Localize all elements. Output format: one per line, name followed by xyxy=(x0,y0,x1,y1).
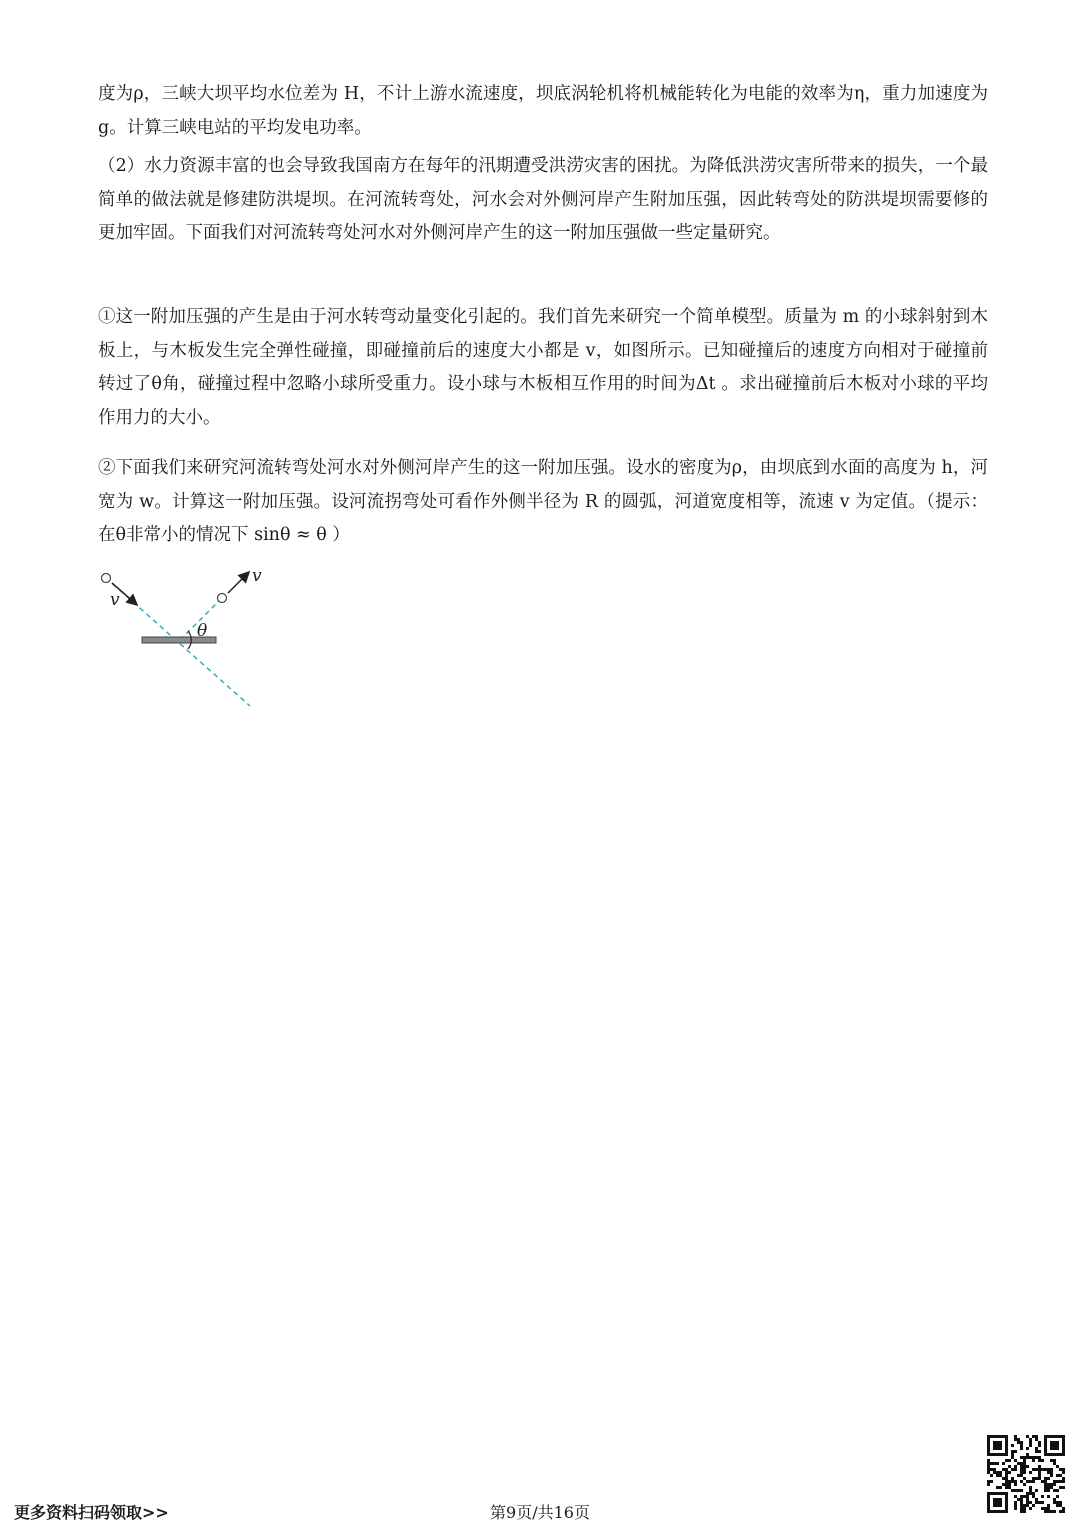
qr-module xyxy=(1005,1483,1008,1486)
qr-module xyxy=(996,1462,999,1465)
qr-module xyxy=(1005,1486,1008,1489)
collision-diagram-svg xyxy=(92,560,272,710)
qr-module xyxy=(1041,1468,1044,1471)
qr-module xyxy=(993,1471,996,1474)
qr-module xyxy=(1017,1438,1020,1441)
qr-module xyxy=(1020,1489,1023,1492)
qr-module xyxy=(993,1468,996,1471)
qr-module xyxy=(1020,1447,1023,1450)
qr-module xyxy=(1038,1468,1041,1471)
qr-module xyxy=(1023,1459,1026,1462)
page-number: 第9页/共16页 xyxy=(490,1503,590,1522)
outgoing-velocity-label: v xyxy=(252,566,262,586)
qr-module xyxy=(1005,1480,1008,1483)
qr-module xyxy=(1011,1468,1014,1471)
qr-module xyxy=(1053,1483,1056,1486)
qr-module xyxy=(1041,1480,1044,1483)
qr-module xyxy=(1050,1459,1053,1462)
qr-module xyxy=(1020,1462,1023,1465)
qr-module xyxy=(1038,1474,1041,1477)
qr-module xyxy=(1008,1471,1011,1474)
qr-module xyxy=(1020,1441,1023,1444)
qr-module xyxy=(1056,1480,1059,1483)
qr-module xyxy=(1002,1468,1005,1471)
qr-module xyxy=(1032,1435,1035,1438)
qr-module xyxy=(1062,1477,1065,1480)
qr-module xyxy=(1047,1483,1050,1486)
qr-module xyxy=(1062,1480,1065,1483)
qr-module xyxy=(1050,1471,1053,1474)
qr-module xyxy=(1035,1450,1038,1453)
qr-module xyxy=(1056,1474,1059,1477)
qr-module xyxy=(1035,1438,1038,1441)
qr-module xyxy=(1053,1489,1056,1492)
qr-module xyxy=(1023,1471,1026,1474)
qr-module xyxy=(1029,1492,1032,1495)
qr-module xyxy=(1023,1465,1026,1468)
qr-module xyxy=(1011,1477,1014,1480)
qr-module xyxy=(1008,1459,1011,1462)
qr-module xyxy=(990,1462,993,1465)
qr-module xyxy=(1035,1435,1038,1438)
qr-module xyxy=(1062,1486,1065,1489)
qr-module xyxy=(1056,1489,1059,1492)
qr-module xyxy=(1053,1462,1056,1465)
qr-module xyxy=(996,1474,999,1477)
qr-module xyxy=(1020,1480,1023,1483)
qr-module xyxy=(1020,1444,1023,1447)
qr-module xyxy=(1047,1486,1050,1489)
qr-module xyxy=(1026,1465,1029,1468)
qr-module xyxy=(1011,1480,1014,1483)
qr-module xyxy=(1032,1480,1035,1483)
qr-module xyxy=(1038,1450,1041,1453)
qr-module xyxy=(1002,1483,1005,1486)
qr-module xyxy=(1050,1468,1053,1471)
qr-module xyxy=(1017,1489,1020,1492)
qr-module xyxy=(1008,1465,1011,1468)
qr-module xyxy=(1047,1468,1050,1471)
qr-module xyxy=(987,1483,990,1486)
qr-module xyxy=(1023,1495,1026,1498)
qr-module xyxy=(1017,1441,1020,1444)
qr-finder-inner xyxy=(993,1441,1002,1450)
qr-module xyxy=(993,1462,996,1465)
qr-module xyxy=(1047,1495,1050,1498)
qr-module xyxy=(1044,1483,1047,1486)
ball-after-icon xyxy=(218,594,227,603)
qr-module xyxy=(1020,1465,1023,1468)
paragraph-question-2: （2）水力资源丰富的也会导致我国南方在每年的汛期遭受洪涝灾害的困扰。为降低洪涝灾害所带来的损失，一个最简单的做法就是修建防洪堤坝。在河流转弯处，河水会对外侧河岸产生附加压强，因此转弯处的防洪堤坝需要修的更加牢固。下面我们对河流转弯处河水对外侧河岸产生的这一附加压强做一些定量研究。 xyxy=(98,156,988,243)
qr-module xyxy=(1059,1480,1062,1483)
qr-module xyxy=(1023,1462,1026,1465)
qr-module xyxy=(1035,1489,1038,1492)
qr-module xyxy=(1029,1486,1032,1489)
qr-module xyxy=(1041,1495,1044,1498)
qr-module xyxy=(1026,1495,1029,1498)
qr-module xyxy=(1038,1444,1041,1447)
qr-module xyxy=(1038,1465,1041,1468)
qr-module xyxy=(1035,1468,1038,1471)
qr-module xyxy=(1011,1450,1014,1453)
qr-module xyxy=(1020,1471,1023,1474)
qr-module xyxy=(1026,1453,1029,1456)
qr-module xyxy=(1026,1492,1029,1495)
qr-module xyxy=(999,1471,1002,1474)
qr-module xyxy=(1023,1456,1026,1459)
qr-module xyxy=(1014,1450,1017,1453)
qr-module xyxy=(1005,1471,1008,1474)
qr-module xyxy=(1041,1459,1044,1462)
qr-module xyxy=(1029,1456,1032,1459)
qr-module xyxy=(1053,1480,1056,1483)
qr-module xyxy=(1020,1468,1023,1471)
qr-module xyxy=(990,1468,993,1471)
qr-module xyxy=(1023,1468,1026,1471)
ball-before-icon xyxy=(102,574,111,583)
qr-module xyxy=(1059,1486,1062,1489)
qr-module xyxy=(1023,1477,1026,1480)
collision-diagram xyxy=(92,560,272,714)
qr-module xyxy=(1014,1495,1017,1498)
qr-module xyxy=(1005,1477,1008,1480)
qr-module xyxy=(987,1471,990,1474)
qr-module xyxy=(1011,1444,1014,1447)
qr-module xyxy=(1020,1456,1023,1459)
qr-module xyxy=(1005,1459,1008,1462)
qr-module xyxy=(1035,1477,1038,1480)
qr-module xyxy=(1059,1468,1062,1471)
qr-module xyxy=(1032,1468,1035,1471)
qr-module xyxy=(1062,1471,1065,1474)
qr-module xyxy=(1038,1441,1041,1444)
qr-module xyxy=(1047,1471,1050,1474)
qr-module xyxy=(1044,1486,1047,1489)
qr-module xyxy=(1032,1459,1035,1462)
angle-theta-label: θ xyxy=(197,621,208,641)
qr-module xyxy=(1020,1474,1023,1477)
qr-module xyxy=(1014,1480,1017,1483)
qr-module xyxy=(1014,1465,1017,1468)
qr-module xyxy=(1053,1459,1056,1462)
qr-module xyxy=(1047,1489,1050,1492)
qr-module xyxy=(1014,1459,1017,1462)
qr-finder-inner xyxy=(1050,1441,1059,1450)
more-resources-link[interactable]: 更多资料扫码领取>> xyxy=(14,1503,169,1522)
qr-module xyxy=(1023,1483,1026,1486)
qr-module xyxy=(1026,1456,1029,1459)
qr-module xyxy=(1044,1480,1047,1483)
qr-module xyxy=(999,1474,1002,1477)
qr-module xyxy=(1014,1489,1017,1492)
qr-module xyxy=(987,1462,990,1465)
qr-module xyxy=(1047,1477,1050,1480)
qr-module xyxy=(1008,1483,1011,1486)
qr-module xyxy=(1038,1477,1041,1480)
qr-module xyxy=(1017,1474,1020,1477)
qr-module xyxy=(1050,1486,1053,1489)
qr-module xyxy=(1044,1489,1047,1492)
qr-module xyxy=(1032,1492,1035,1495)
qr-module xyxy=(1029,1471,1032,1474)
qr-module xyxy=(1035,1456,1038,1459)
paragraph-intro-continued: 度为ρ，三峡大坝平均水位差为 H，不计上游水流速度，坝底涡轮机将机械能转化为电能的效率为η，重力加速度为 g。计算三峡电站的平均发电功率。 xyxy=(98,84,988,138)
qr-module xyxy=(1011,1456,1014,1459)
qr-module xyxy=(1026,1447,1029,1450)
qr-module xyxy=(1008,1486,1011,1489)
qr-module xyxy=(1050,1483,1053,1486)
qr-module xyxy=(1035,1447,1038,1450)
qr-module xyxy=(1044,1477,1047,1480)
qr-module xyxy=(1038,1471,1041,1474)
outgoing-velocity-arrow xyxy=(228,573,248,593)
qr-module xyxy=(990,1480,993,1483)
qr-module xyxy=(1005,1468,1008,1471)
qr-module xyxy=(999,1486,1002,1489)
qr-module xyxy=(1038,1459,1041,1462)
qr-module xyxy=(987,1459,990,1462)
qr-module xyxy=(1002,1477,1005,1480)
qr-module xyxy=(1014,1468,1017,1471)
qr-module xyxy=(1011,1453,1014,1456)
qr-module xyxy=(1029,1441,1032,1444)
qr-module xyxy=(1014,1483,1017,1486)
qr-module xyxy=(1029,1438,1032,1441)
qr-module xyxy=(1056,1495,1059,1498)
qr-module xyxy=(1029,1489,1032,1492)
qr-module xyxy=(1032,1477,1035,1480)
incoming-velocity-label: v xyxy=(110,590,120,610)
qr-module xyxy=(1017,1462,1020,1465)
qr-module xyxy=(1008,1480,1011,1483)
qr-module xyxy=(1014,1438,1017,1441)
qr-module xyxy=(1029,1480,1032,1483)
paragraph-subquestion-1: ①这一附加压强的产生是由于河水转弯动量变化引起的。我们首先来研究一个简单模型。质量为 m 的小球斜射到木板上，与木板发生完全弹性碰撞，即碰撞前后的速度大小都是 v，如图所示。已知碰撞后的速度方向相对于碰撞前转过了θ角，碰撞过程中忽略小球所受重力。设小球与木板相互作用的时间为Δt 。求出碰撞前后木板对小球的平均作用力的大小。 xyxy=(98,307,988,428)
qr-module xyxy=(1059,1474,1062,1477)
qr-module xyxy=(996,1471,999,1474)
qr-module xyxy=(1005,1474,1008,1477)
paragraph-subquestion-2: ②下面我们来研究河流转弯处河水对外侧河岸产生的这一附加压强。设水的密度为ρ，由坝底到水面的高度为 h，河宽为 w。计算这一附加压强。设河流拐弯处可看作外侧半径为 R 的圆弧，河道宽度相等，流速 v 为定值。（提示：在θ非常小的情况下 sinθ ≈ θ ） xyxy=(98,458,988,545)
qr-module xyxy=(1026,1435,1029,1438)
qr-module xyxy=(1020,1495,1023,1498)
qr-module xyxy=(1032,1495,1035,1498)
qr-module xyxy=(996,1486,999,1489)
qr-module xyxy=(1026,1480,1029,1483)
qr-module xyxy=(987,1465,990,1468)
qr-module xyxy=(990,1474,993,1477)
qr-module xyxy=(1002,1462,1005,1465)
qr-module xyxy=(1056,1465,1059,1468)
qr-module xyxy=(1044,1468,1047,1471)
qr-module xyxy=(1062,1468,1065,1471)
qr-module xyxy=(1029,1444,1032,1447)
qr-module xyxy=(1011,1489,1014,1492)
qr-module xyxy=(1014,1435,1017,1438)
qr-module xyxy=(987,1468,990,1471)
qr-module xyxy=(1038,1456,1041,1459)
qr-module xyxy=(1050,1474,1053,1477)
qr-module xyxy=(987,1480,990,1483)
qr-module xyxy=(1032,1456,1035,1459)
